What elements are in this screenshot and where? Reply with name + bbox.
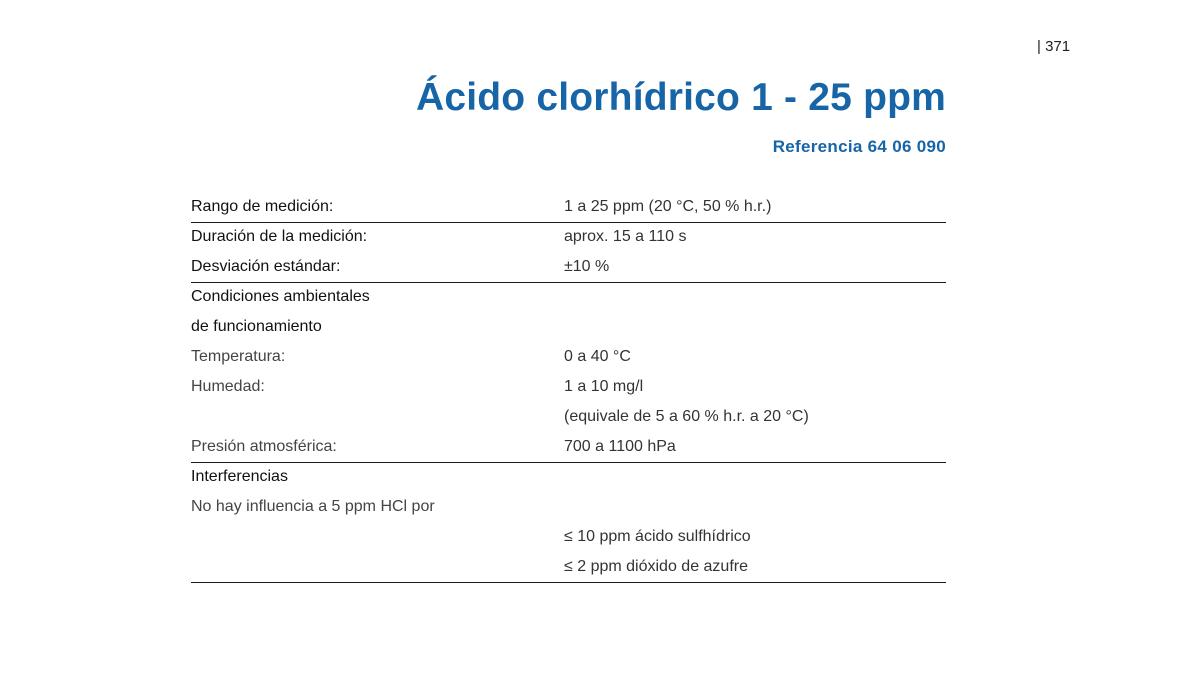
spec-value: (equivale de 5 a 60 % h.r. a 20 °C) [564, 408, 809, 425]
spec-label: Humedad: [191, 378, 265, 395]
spec-table [191, 193, 946, 583]
spec-value: 1 a 25 ppm (20 °C, 50 % h.r.) [564, 198, 772, 215]
page-number: | 371 [1037, 38, 1071, 55]
spec-value: ≤ 2 ppm dióxido de azufre [564, 558, 748, 575]
spec-row-humidity [191, 373, 946, 403]
section-heading: Condiciones ambientales [191, 288, 370, 305]
spec-label: No hay influencia a 5 ppm HCl por [191, 498, 435, 515]
section-heading: de funcionamiento [191, 318, 322, 335]
spec-row-standard-deviation [191, 253, 946, 283]
spec-label: Rango de medición: [191, 198, 334, 215]
spec-value: ±10 % [564, 258, 610, 275]
spec-label: Desviación estándar: [191, 258, 341, 275]
spec-label: Duración de la medición: [191, 228, 368, 245]
spec-value: aprox. 15 a 110 s [564, 228, 687, 245]
spec-value: ≤ 10 ppm ácido sulfhídrico [564, 528, 751, 545]
reference-number: Referencia 64 06 090 [772, 137, 946, 156]
spec-row-interference-heading [191, 463, 946, 493]
spec-label: Presión atmosférica: [191, 438, 337, 455]
spec-row-interference-h2s [191, 523, 946, 553]
spec-value: 1 a 10 mg/l [564, 378, 644, 395]
spec-value: 0 a 40 °C [564, 348, 631, 365]
spec-row-atmospheric-pressure [191, 433, 946, 463]
spec-row-interference-note [191, 493, 946, 523]
spec-row-humidity-equivalent [191, 403, 946, 433]
spec-row-temperature [191, 343, 946, 373]
spec-row-interference-so2 [191, 553, 946, 583]
spec-label: Temperatura: [191, 348, 286, 365]
spec-row-measuring-duration [191, 223, 946, 253]
section-heading: Interferencias [191, 468, 288, 485]
spec-row-ambient-conditions-heading-cont [191, 313, 946, 343]
spec-row-ambient-conditions-heading [191, 283, 946, 313]
spec-row-measuring-range [191, 193, 946, 223]
spec-value: 700 a 1100 hPa [564, 438, 676, 455]
page-title: Ácido clorhídrico 1 - 25 ppm [415, 76, 946, 119]
